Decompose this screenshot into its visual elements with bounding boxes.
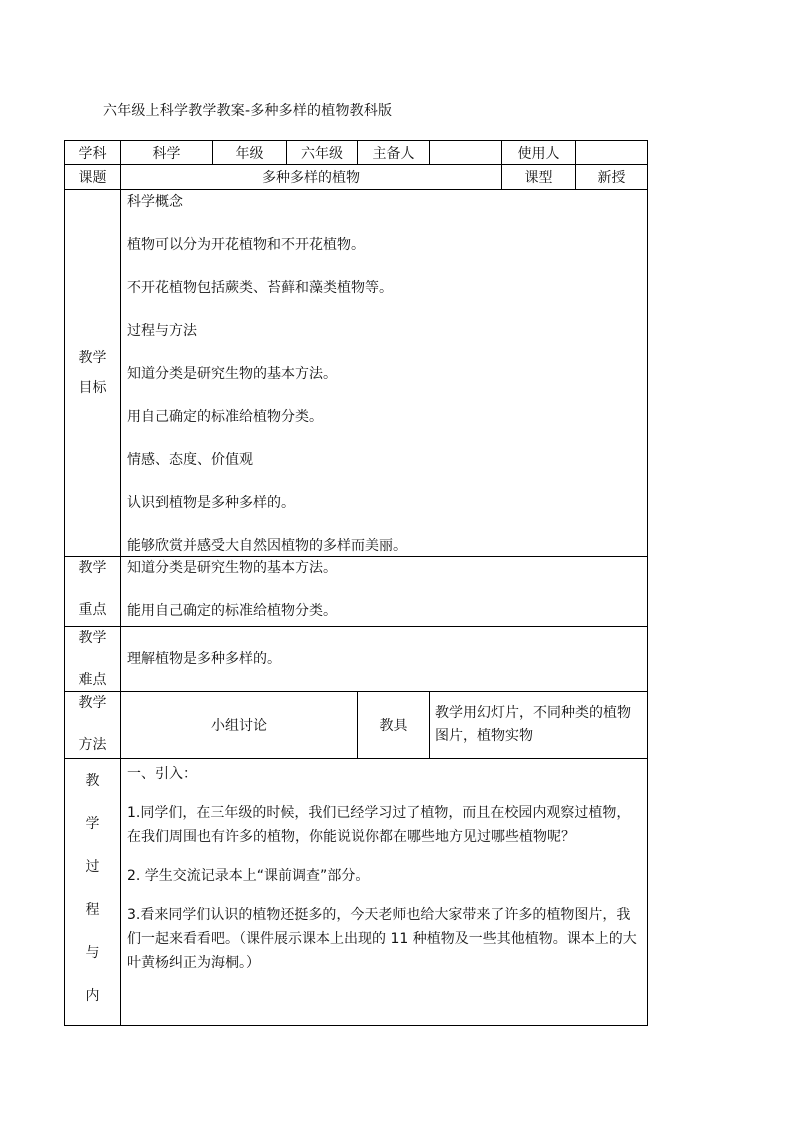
objective-line: 知道分类是研究生物的基本方法。	[127, 366, 337, 382]
objective-line: 能够欣赏并感受大自然因植物的多样而美丽。	[127, 538, 407, 554]
difficulties-content	[121, 627, 648, 692]
method-value: 小组讨论	[121, 692, 358, 759]
objective-line: 科学概念	[127, 194, 183, 210]
lesson-type-value: 新授	[576, 165, 648, 190]
objective-line: 认识到植物是多种多样的。	[127, 495, 295, 511]
tools-value: 教学用幻灯片，不同种类的植物图片，植物实物	[430, 692, 648, 759]
difficulty-text: 理解植物是多种多样的。	[127, 651, 281, 667]
topic-label: 课题	[65, 165, 121, 190]
key-points-row	[65, 557, 648, 627]
grade-value: 六年级	[287, 141, 358, 165]
lesson-type-label: 课型	[502, 165, 576, 190]
objective-line: 过程与方法	[127, 323, 197, 339]
method-label: 教学 方法	[65, 692, 121, 759]
topic-row	[65, 165, 648, 190]
difficulties-label: 教学 难点	[65, 627, 121, 692]
document-title: 六年级上科学教学教案-多种多样的植物教科版	[103, 103, 393, 119]
lesson-plan-table	[64, 140, 648, 1026]
user-value	[576, 141, 648, 165]
process-paragraph: 2. 学生交流记录本上“课前调查”部分。	[127, 868, 370, 884]
key-points-content	[121, 557, 648, 627]
key-points-label: 教学 重点	[65, 557, 121, 627]
method-row	[65, 692, 648, 759]
objectives-row	[65, 190, 648, 557]
objectives-label: 教学 目标	[65, 190, 121, 557]
process-row	[65, 759, 648, 1026]
objective-line: 植物可以分为开花植物和不开花植物。	[127, 237, 365, 253]
objectives-content	[121, 190, 648, 557]
preparer-label: 主备人	[358, 141, 430, 165]
grade-label: 年级	[213, 141, 287, 165]
objective-line: 情感、态度、价值观	[127, 452, 253, 468]
key-point-line: 能用自己确定的标准给植物分类。	[127, 603, 337, 619]
topic-value: 多种多样的植物	[121, 165, 502, 190]
subject-label: 学科	[65, 141, 121, 165]
preparer-value	[430, 141, 502, 165]
header-row	[65, 141, 648, 165]
process-label: 教 学 过 程 与 内	[65, 759, 121, 1026]
difficulties-row	[65, 627, 648, 692]
objective-line: 不开花植物包括蕨类、苔藓和藻类植物等。	[127, 280, 393, 296]
process-paragraph: 一、引入：	[127, 766, 197, 782]
objective-line: 用自己确定的标准给植物分类。	[127, 409, 323, 425]
subject-value: 科学	[121, 141, 213, 165]
key-point-line: 知道分类是研究生物的基本方法。	[127, 560, 337, 576]
user-label: 使用人	[502, 141, 576, 165]
process-content	[121, 759, 648, 1026]
tools-label: 教具	[358, 692, 430, 759]
process-paragraph: 3.看来同学们认识的植物还挺多的，今天老师也给大家带来了许多的植物图片，我们一起来看看吧。（课件展示课本上出现的 11 种植物及一些其他植物。课本上的大叶黄杨纠正为海桐。）	[127, 907, 637, 971]
process-paragraph: 1.同学们，在三年级的时候，我们已经学习过了植物，而且在校园内观察过植物，在我们周围也有许多的植物，你能说说你都在哪些地方见过哪些植物呢？	[127, 805, 631, 845]
